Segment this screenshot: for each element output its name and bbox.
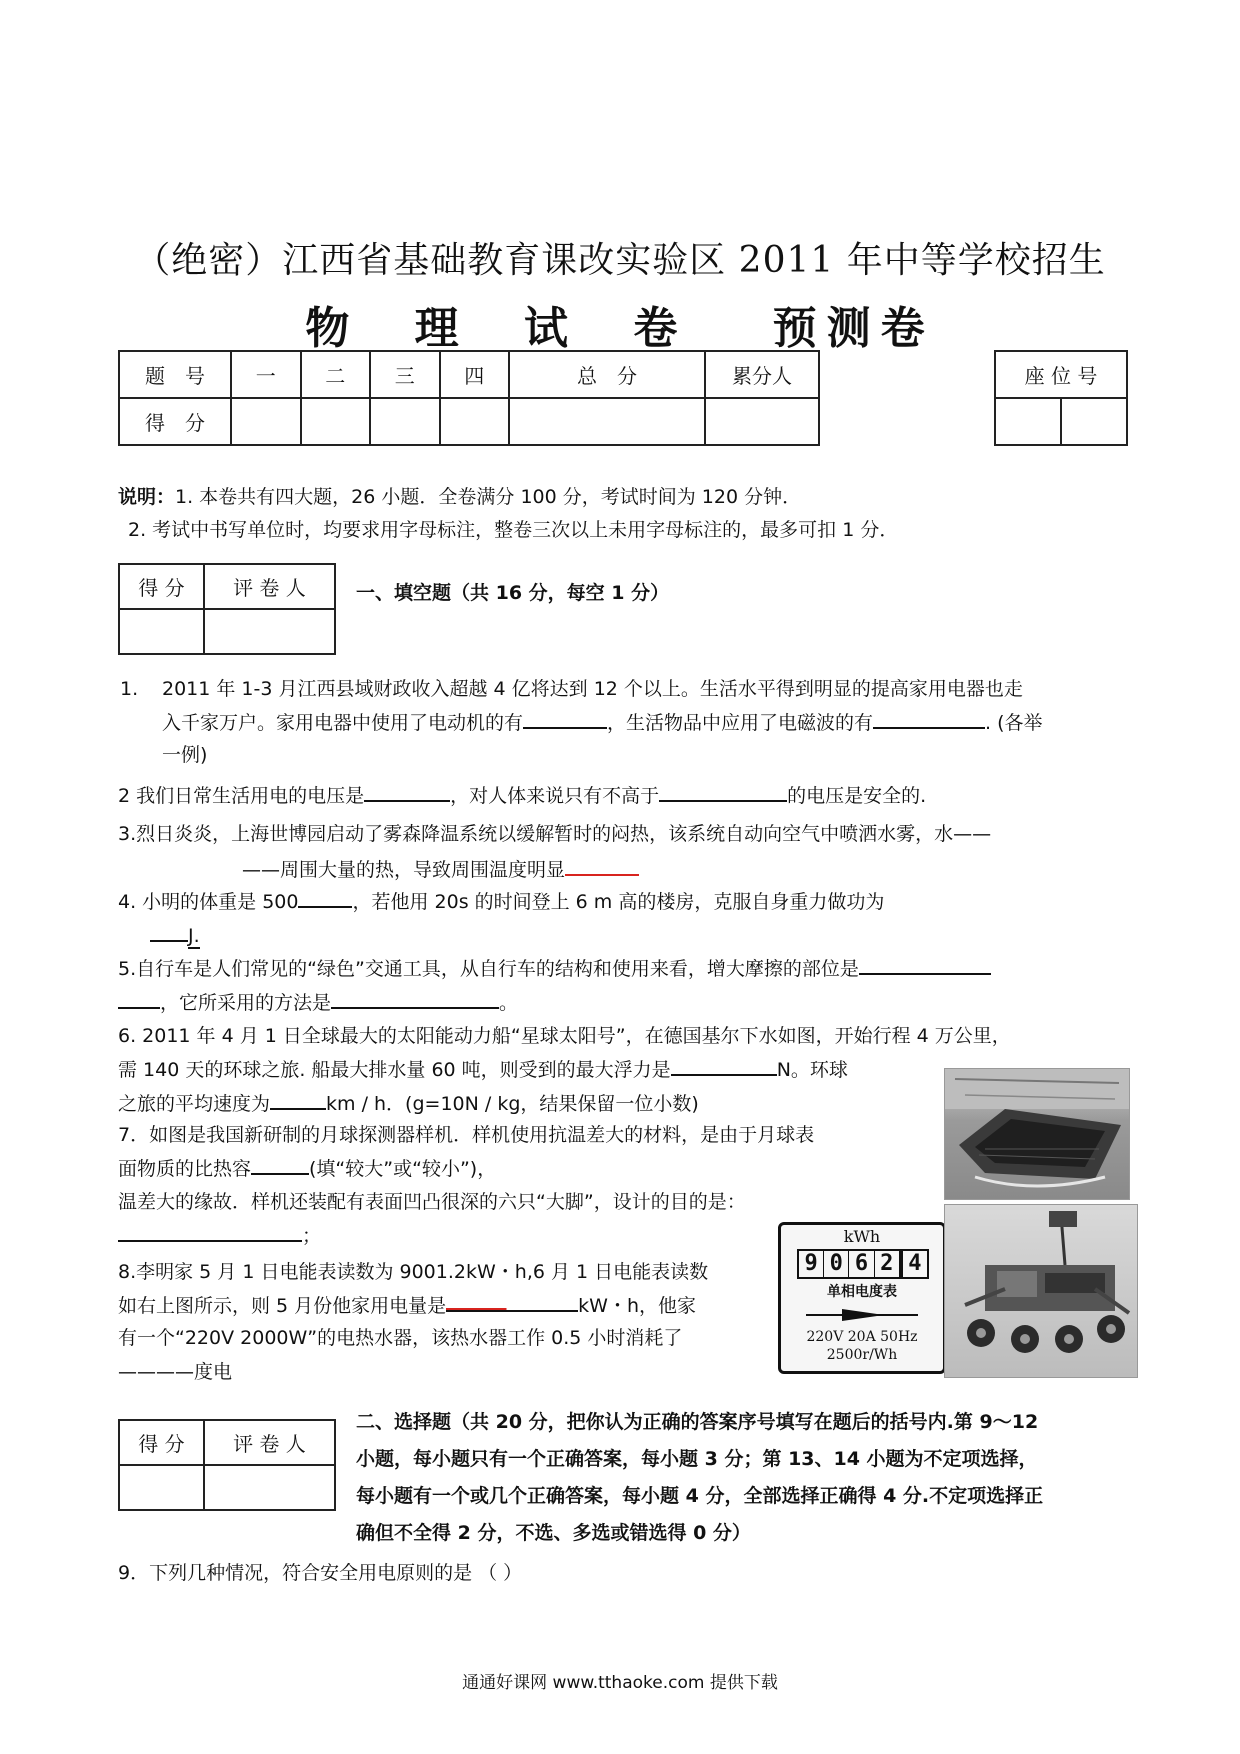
q7-text-e: ； [302, 1225, 322, 1247]
solar-ship-photo [944, 1068, 1130, 1200]
score-row-label: 得 分 [119, 398, 231, 445]
q5-blank-part-b[interactable] [118, 985, 160, 1009]
q7-line-4 [118, 1218, 321, 1253]
q4-text-c: J. [188, 925, 200, 947]
section-2-heading-1: 二、选择题（共 20 分，把你认为正确的答案序号填写在题后的括号内.第 9～12 [356, 1411, 1039, 1433]
q1-text-d: . (各举 [985, 712, 1043, 734]
q3-text-b: ——周围大量的热，导致周围温度明显 [242, 859, 566, 881]
seat-cell-1[interactable] [995, 398, 1061, 445]
subtitle-char-1: 物 [305, 303, 360, 354]
q4-text-b: ，若他用 20s 的时间登上 6 m 高的楼房，克服自身重力做功为 [352, 891, 885, 913]
q7-line-3: 温差大的缘故．样机还装配有表面凹凸很深的六只“大脚”，设计的目的是： [118, 1191, 746, 1213]
solar-ship-icon [945, 1069, 1129, 1199]
energy-meter-figure [778, 1222, 946, 1374]
q7-text-c: (填“较大”或“较小”)， [309, 1158, 497, 1180]
score-header-3: 三 [370, 351, 440, 398]
grader-box-1 [118, 563, 336, 655]
subtitle-predict: 预测卷 [772, 303, 935, 354]
q2-blank-safe-voltage[interactable] [659, 778, 787, 802]
lunar-rover-photo [944, 1204, 1138, 1378]
q6-line-1: 6. 2011 年 4 月 1 日全球最大的太阳能动力船“星球太阳号”，在德国基尔下水如图，开始行程 4 万公里， [118, 1025, 1011, 1047]
grader-box-1-score-label: 得 分 [119, 564, 204, 609]
q8-line-3: 有一个“220V 2000W”的电热水器，该热水器工作 0.5 小时消耗了 [118, 1327, 683, 1349]
meter-disc-icon [802, 1305, 922, 1325]
notes-label: 说明： [118, 486, 176, 508]
q5-line-2 [118, 985, 518, 1020]
q8-line-2 [118, 1288, 696, 1323]
q3-blank-temperature[interactable] [565, 852, 639, 876]
q1-line-3: 一例) [162, 744, 208, 766]
q1-number: 1. [120, 678, 139, 700]
q1-text-c: ，生活物品中应用了电磁波的有 [607, 712, 874, 734]
subtitle-char-2: 理 [414, 303, 469, 354]
q5-blank-method[interactable] [331, 985, 499, 1009]
grader-box-2-score-label: 得 分 [119, 1420, 204, 1465]
paper-subtitle [0, 292, 1240, 356]
notes-line-2: 2. 考试中书写单位时，均要求用字母标注，整卷三次以上未用字母标注的，最多可扣 1 分． [128, 519, 899, 541]
grader-box-1-grader-cell[interactable] [204, 609, 335, 654]
q6-blank-buoyancy[interactable] [671, 1052, 777, 1076]
q1-line-2 [162, 705, 1043, 740]
q2-text-c: 的电压是安全的. [787, 785, 927, 807]
page-title: （绝密）江西省基础教育课改实验区 2011 年中等学校招生 [134, 240, 1106, 281]
q6-line-2 [118, 1052, 848, 1087]
meter-spec-2: 2500r/Wh [826, 1347, 898, 1363]
score-cell-4[interactable] [440, 398, 510, 445]
section-2-heading-2: 小题，每小题只有一个正确答案，每小题 3 分；第 13、14 小题为不定项选择， [356, 1448, 1038, 1470]
meter-digit-window [797, 1249, 929, 1279]
score-header-label: 题 号 [119, 351, 231, 398]
subtitle-char-3: 试 [524, 303, 578, 354]
score-cell-3[interactable] [370, 398, 440, 445]
q2-text-b: ，对人体来说只有不高于 [450, 785, 660, 807]
q3-line-2 [242, 852, 639, 887]
score-cell-accumulator[interactable] [705, 398, 819, 445]
q1-line-1: 2011 年 1-3 月江西县域财政收入超越 4 亿将达到 12 个以上。生活水平得到明显的提高家用电器也走 [162, 678, 1023, 700]
score-cell-2[interactable] [301, 398, 371, 445]
grader-box-2-grader-cell[interactable] [204, 1465, 335, 1510]
q7-text-b: 面物质的比热容 [118, 1158, 252, 1180]
q7-blank-heat-capacity[interactable] [251, 1151, 309, 1175]
q6-text-e: km / h．(g=10N / kg，结果保留一位小数) [326, 1093, 699, 1115]
section-2-heading-4: 确但不全得 2 分，不选、多选或错选得 0 分） [356, 1522, 751, 1544]
q6-line-3 [118, 1086, 699, 1121]
meter-digit-3: 6 [849, 1251, 874, 1277]
q8-text-c: kW・h，他家 [578, 1295, 697, 1317]
q6-text-b: 需 140 天的环球之旅. 船最大排水量 60 吨，则受到的最大浮力是 [118, 1059, 671, 1081]
lunar-rover-icon [945, 1205, 1137, 1377]
notes-text-1: 1. 本卷共有四大题，26 小题．全卷满分 100 分，考试时间为 120 分钟． [175, 486, 802, 508]
q4-line-2 [150, 918, 200, 953]
q4-blank-work[interactable] [150, 918, 188, 942]
meter-unit: kWh [843, 1227, 881, 1246]
score-header-1: 一 [231, 351, 301, 398]
meter-spec-1: 220V 20A 50Hz [806, 1329, 918, 1345]
subtitle-char-4: 卷 [633, 303, 688, 354]
q8-line-1: 8.李明家 5 月 1 日电能表读数为 9001.2kW・h,6 月 1 日电能表读数 [118, 1261, 709, 1283]
q7-line-1: 7．如图是我国新研制的月球探测器样机．样机使用抗温差大的材料，是由于月球表 [118, 1124, 815, 1146]
q2-text-a: 2 我们日常生活用电的电压是 [118, 785, 365, 807]
meter-digit-1: 9 [799, 1251, 824, 1277]
seat-cell-2[interactable] [1061, 398, 1127, 445]
meter-digit-5: 4 [901, 1249, 929, 1279]
score-table [118, 350, 820, 446]
q6-text-d: 之旅的平均速度为 [118, 1093, 271, 1115]
seat-label: 座 位 号 [995, 351, 1127, 398]
q2-blank-voltage[interactable] [364, 778, 450, 802]
meter-name: 单相电度表 [827, 1284, 897, 1300]
q5-text-c: 。 [499, 992, 519, 1014]
q4-text-a: 4. 小明的体重是 500 [118, 891, 299, 913]
q8-text-b: 如右上图所示，则 5 月份他家用电量是 [118, 1295, 447, 1317]
grader-box-2-score-cell[interactable] [119, 1465, 204, 1510]
section-1-heading: 一、填空题（共 16 分，每空 1 分） [356, 582, 670, 604]
q8-line-4: ————度电 [118, 1361, 233, 1383]
q8-blank-usage[interactable] [446, 1288, 578, 1312]
q4-blank-unit[interactable] [298, 884, 352, 908]
q5-text-a: 5.自行车是人们常见的“绿色”交通工具，从自行车的结构和使用来看，增大摩擦的部位是 [118, 958, 859, 980]
grader-box-2-grader-label: 评 卷 人 [204, 1420, 335, 1465]
q4-line-1 [118, 884, 884, 919]
q9-line: 9．下列几种情况，符合安全用电原则的是 （ ） [118, 1562, 523, 1584]
q5-text-b: ，它所采用的方法是 [160, 992, 332, 1014]
q6-blank-speed[interactable] [270, 1086, 326, 1110]
score-header-accumulator: 累分人 [705, 351, 819, 398]
meter-digit-4: 2 [875, 1251, 901, 1277]
page-footer: 通通好课网 www.tthaoke.com 提供下载 [462, 1673, 778, 1693]
score-header-total: 总 分 [509, 351, 705, 398]
q7-line-2 [118, 1151, 496, 1186]
score-header-2: 二 [301, 351, 371, 398]
score-header-4: 四 [440, 351, 510, 398]
score-cell-total[interactable] [509, 398, 705, 445]
grader-box-1-score-cell[interactable] [119, 609, 204, 654]
q7-blank-purpose[interactable] [118, 1218, 302, 1242]
grader-box-2 [118, 1419, 336, 1511]
seat-table [994, 350, 1128, 446]
grader-box-1-grader-label: 评 卷 人 [204, 564, 335, 609]
q5-blank-part-a[interactable] [859, 951, 991, 975]
score-cell-1[interactable] [231, 398, 301, 445]
q1-blank-motor[interactable] [523, 705, 607, 729]
q5-line-1 [118, 951, 991, 986]
q1-blank-wave[interactable] [873, 705, 985, 729]
q3-line-1: 3.烈日炎炎，上海世博园启动了雾森降温系统以缓解暂时的闷热，该系统自动向空气中喷洒水雾，水—— [118, 823, 992, 845]
meter-digit-2: 0 [824, 1251, 849, 1277]
q6-text-c: N。环球 [776, 1059, 848, 1081]
q1-text-b: 入千家万户。家用电器中使用了电动机的有 [162, 712, 524, 734]
q2-line [118, 778, 926, 813]
section-2-heading-3: 每小题有一个或几个正确答案，每小题 4 分，全部选择正确得 4 分.不定项选择正 [356, 1485, 1044, 1507]
notes-line-1 [118, 480, 801, 514]
